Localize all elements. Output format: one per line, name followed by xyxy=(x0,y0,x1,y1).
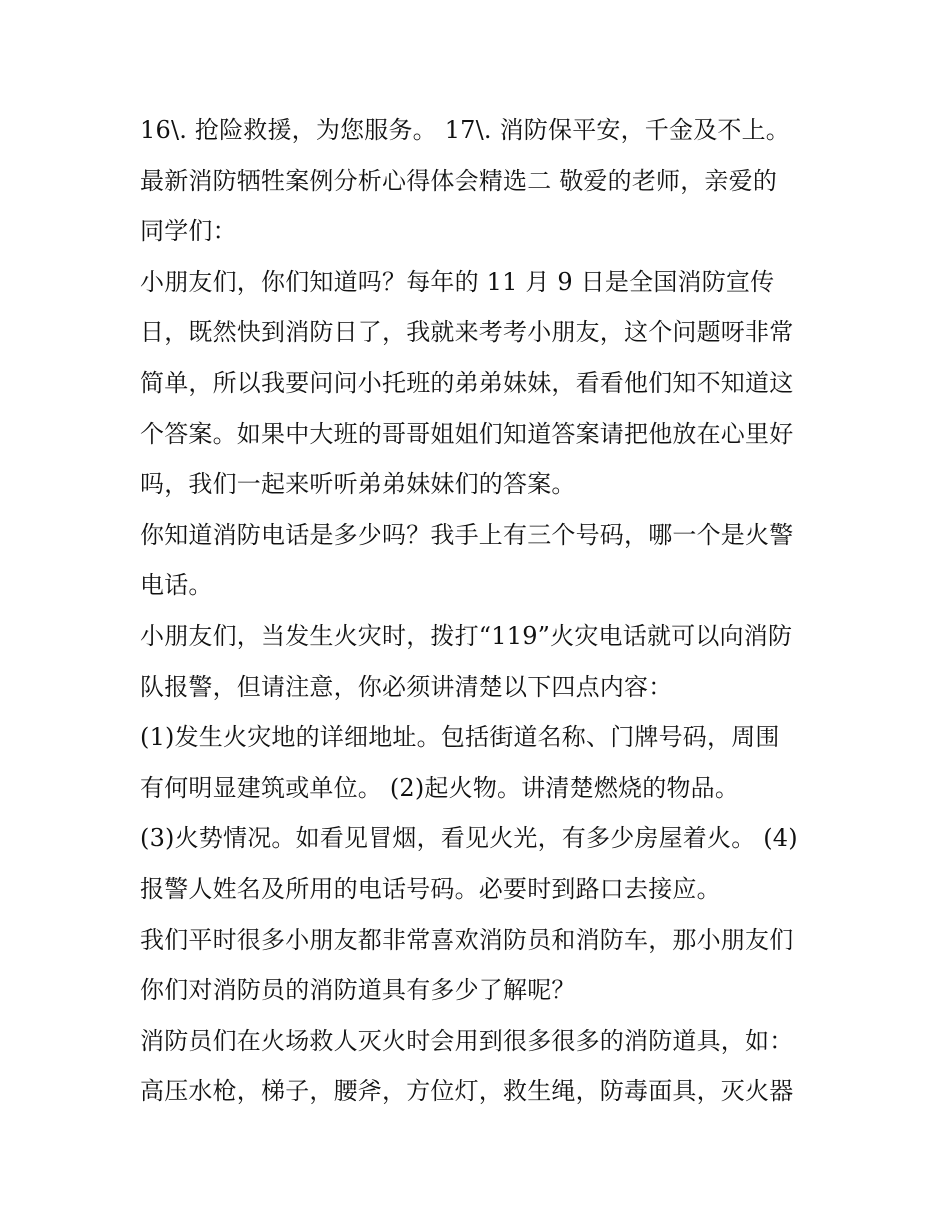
text-line: (1)发生火灾地的详细地址。包括街道名称、门牌号码，周围 xyxy=(140,723,780,752)
text-line: 我们平时很多小朋友都非常喜欢消防员和消防车，那小朋友们 xyxy=(140,925,794,954)
text-line: 高压水枪，梯子，腰斧，方位灯，救生绳，防毒面具，灭火器 xyxy=(140,1077,794,1106)
text-line: 吗，我们一起来听听弟弟妹妹们的答案。 xyxy=(140,470,576,499)
text-line: 电话。 xyxy=(140,571,213,600)
text-line: 个答案。如果中大班的哥哥姐姐们知道答案请把他放在心里好 xyxy=(140,419,794,448)
text-line: 你知道消防电话是多少吗？我手上有三个号码，哪一个是火警 xyxy=(140,520,794,549)
text-line: 小朋友们，当发生火灾时，拨打“119”火灾电话就可以向消防 xyxy=(140,621,793,650)
text-line: 同学们： xyxy=(140,217,237,246)
text-line: 小朋友们，你们知道吗？每年的 11 月 9 日是全国消防宣传 xyxy=(140,267,775,296)
text-line: 消防员们在火场救人灭火时会用到很多很多的消防道具，如： xyxy=(140,1026,794,1055)
text-line: 简单，所以我要问问小托班的弟弟妹妹，看看他们知不知道这 xyxy=(140,368,794,397)
text-line: (3)火势情况。如看见冒烟，看见火光，有多少房屋着火。 (4) xyxy=(140,824,798,853)
text-line: 最新消防牺牲案例分析心得体会精选二 敬爱的老师，亲爱的 xyxy=(140,166,778,195)
text-line: 日，既然快到消防日了，我就来考考小朋友，这个问题呀非常 xyxy=(140,318,794,347)
text-line: 16\. 抢险救援，为您服务。 17\. 消防保平安，千金及不上。 xyxy=(140,116,790,144)
text-line: 报警人姓名及所用的电话号码。必要时到路口去接应。 xyxy=(140,874,721,903)
text-line: 你们对消防员的消防道具有多少了解呢？ xyxy=(140,976,576,1005)
document-body xyxy=(140,105,820,1117)
text-line: 队报警，但请注意，你必须讲清楚以下四点内容： xyxy=(140,672,673,701)
text-line: 有何明显建筑或单位。 (2)起火物。讲清楚燃烧的物品。 xyxy=(140,773,740,802)
